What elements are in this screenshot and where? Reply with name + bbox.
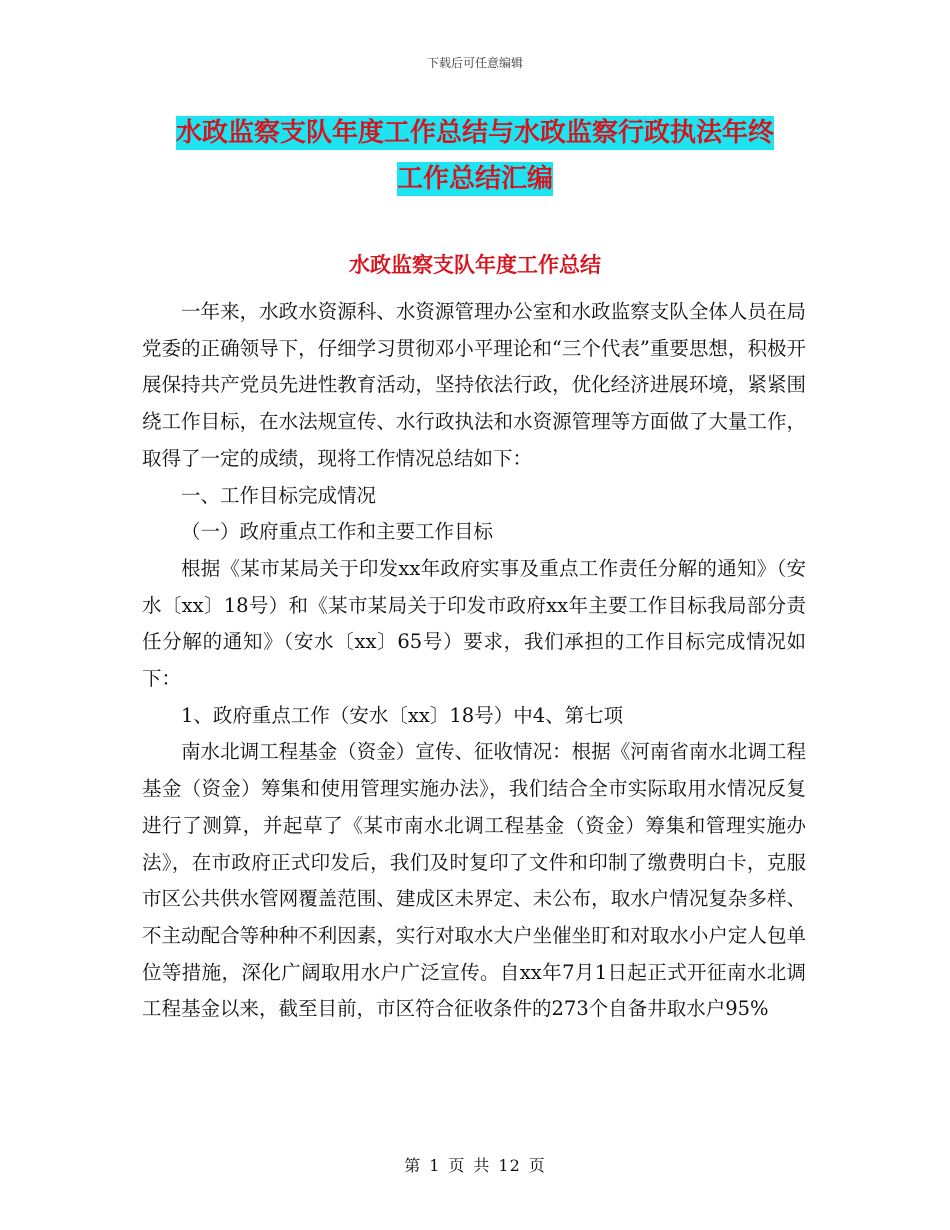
paragraph: 一年来，水政水资源科、水资源管理办公室和水政监察支队全体人员在局党委的正确领导下，仔细学习贯彻邓小平理论和“三个代表”重要思想，积极开展保持共产党员先进性教育活动，坚持依法行政，优化经济进展环境，紧紧围绕工作目标，在水法规宣传、水行政执法和水资源管理等方面做了大量工作，取得了一定的成绩，现将工作情况总结如下： [142,300,806,470]
footer-total-pages: 12 [498,1156,521,1175]
footer-page-number: 1 [429,1156,441,1175]
paragraph: （一）政府重点工作和主要工作目标 [181,520,494,544]
document-title-line-1: 水政监察支队年度工作总结与水政监察行政执法年终 [175,118,774,148]
header-note: 下载后可任意编辑 [426,56,523,70]
paragraph: 1、政府重点工作（安水〔xx〕18号）中4、第七项 [181,703,624,727]
section-title: 水政监察支队年度工作总结 [349,253,601,277]
document-title [140,110,810,202]
footer-page-label: 页 [448,1156,466,1175]
paragraph: 一、工作目标完成情况 [181,483,377,507]
paragraph: 根据《某市某局关于印发xx年政府实事及重点工作责任分解的通知》（安水〔xx〕18号）和《某市某局关于印发市政府xx年主要工作目标我局部分责任分解的通知》（安水〔xx〕65号）要求，我们承担的工作目标完成情况如下： [142,556,806,691]
document-title-line-2: 工作总结汇编 [396,164,553,194]
body-text [142,294,806,1028]
paragraph: 南水北调工程基金（资金）宣传、征收情况：根据《河南省南水北调工程基金（资金）筹集和使用管理实施办法》，我们结合全市实际取用水情况反复进行了测算，并起草了《某市南水北调工程基金（资金）筹集和管理实施办法》，在市政府正式印发后，我们及时复印了文件和印制了缴费明白卡，克服市区公共供水管网覆盖范围、建成区未界定、未公布，取水户情况复杂多样、不主动配合等种种不利因素，实行对取水大户坐催坐盯和对取水小户定人包单位等措施，深化广阔取用水户广泛宣传。自xx年7月1日起正式开征南水北调工程基金以来，截至目前，市区符合征收条件的273个自备井取水户95% [142,740,806,1021]
page-footer [0,1153,950,1176]
footer-total-suffix: 页 [528,1156,546,1175]
footer-total-label: 共 [473,1156,491,1175]
footer-page-prefix: 第 [404,1156,422,1175]
